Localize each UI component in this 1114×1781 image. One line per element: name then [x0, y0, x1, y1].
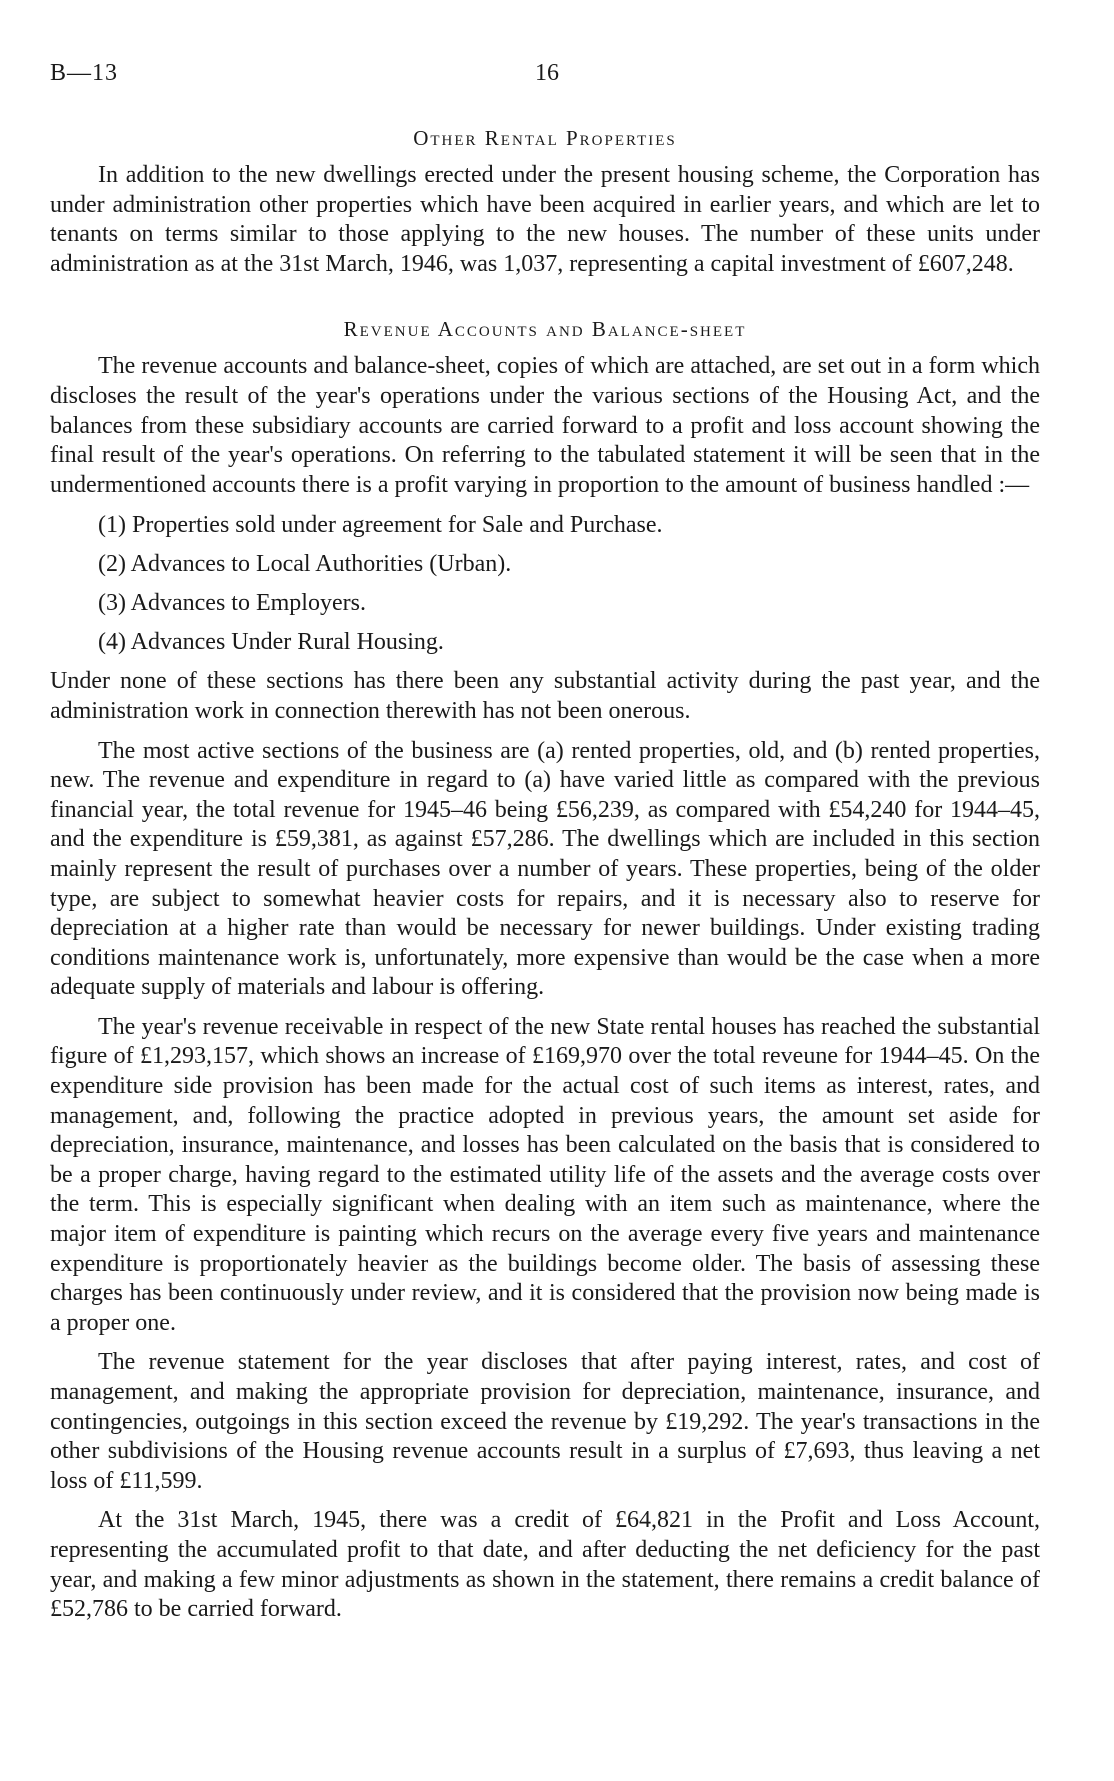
list-item: (2) Advances to Local Authorities (Urban).	[98, 551, 512, 578]
paragraph: The year's revenue receivable in respect of the new State rental houses has reached the substantial figure of £1,293,157, which shows an increase of £169,970 over the total reveune for 1944–45. On the expenditure side provision has been made for the actual cost of such items as interest, rates, and management, and, following the practice adopted in previous years, the amount set aside for depreciation, insurance, maintenance, and losses has been calculated on the basis that is considered to be a proper charge, having regard to the estimated utility life of the assets and the average costs over the term. This is especially significant when dealing with an item such as maintenance, where the major item of expenditure is painting which recurs on the average every five years and maintenance expenditure is proportionately heavier as the buildings become older. The basis of assessing these charges has been continuously under review, and it is considered that the provision now being made is a proper one.	[50, 1013, 1040, 1336]
profit-accounts-list	[50, 510, 1040, 657]
section-heading-revenue-accounts: Revenue Accounts and Balance-sheet	[343, 317, 747, 342]
paragraph: In addition to the new dwellings erected under the present housing scheme, the Corporation has under administration other properties which have been acquired in earlier years, and which are let to tenants on terms similar to those applying to the new houses. The number of these units under administration as at the 31st March, 1946, was 1,037, representing a capital investment of £607,248.	[50, 162, 1040, 277]
document-page	[50, 60, 1040, 1635]
paragraph: The revenue statement for the year discloses that after paying interest, rates, and cost of management, and making the appropriate provision for depreciation, maintenance, insurance, and contingencies, outgoings in this section exceed the revenue by £19,292. The year's transactions in the other subdivisions of the Housing revenue accounts result in a surplus of £7,693, thus leaving a net loss of £11,599.	[50, 1349, 1040, 1494]
paragraph: At the 31st March, 1945, there was a credit of £64,821 in the Profit and Loss Account, representing the accumulated profit to that date, and after deducting the net deficiency for the past year, and making a few minor adjustments as shown in the statement, there remains a credit balance of £52,786 to be carried forward.	[50, 1507, 1040, 1623]
list-item: (1) Properties sold under agreement for Sale and Purchase.	[98, 512, 663, 539]
page-number: 16	[535, 60, 559, 86]
page-header	[50, 60, 1040, 100]
list-item: (4) Advances Under Rural Housing.	[98, 629, 444, 656]
paragraph: Under none of these sections has there been any substantial activity during the past year, and the administration work in connection therewith has not been onerous.	[50, 668, 1040, 724]
paragraph: The most active sections of the business are (a) rented properties, old, and (b) rented properties, new. The revenue and expenditure in regard to (a) have varied little as compared with the previous financial year, the total revenue for 1945–46 being £56,239, as compared with £54,240 for 1944–45, and the expenditure is £59,381, as against £57,286. The dwellings which are included in this section mainly represent the result of purchases over a number of years. These properties, being of the older type, are subject to somewhat heavier costs for repairs, and it is necessary also to reserve for depreciation at a higher rate than would be necessary for newer buildings. Under existing trading conditions maintenance work is, unfortunately, more expensive than would be the case when a more adequate supply of materials and labour is offering.	[50, 737, 1040, 1001]
document-reference: B—13	[50, 60, 119, 86]
list-item: (3) Advances to Employers.	[98, 590, 366, 617]
section-heading-other-rental-properties: Other Rental Properties	[413, 126, 677, 150]
paragraph: The revenue accounts and balance-sheet, copies of which are attached, are set out in a form which discloses the result of the year's operations under the various sections of the Housing Act, and the balances from these subsidiary accounts are carried forward to a profit and loss account showing the final result of the year's operations. On referring to the tabulated statement it will be seen that in the undermentioned accounts there is a profit varying in proportion to the amount of business handled :—	[50, 353, 1040, 498]
